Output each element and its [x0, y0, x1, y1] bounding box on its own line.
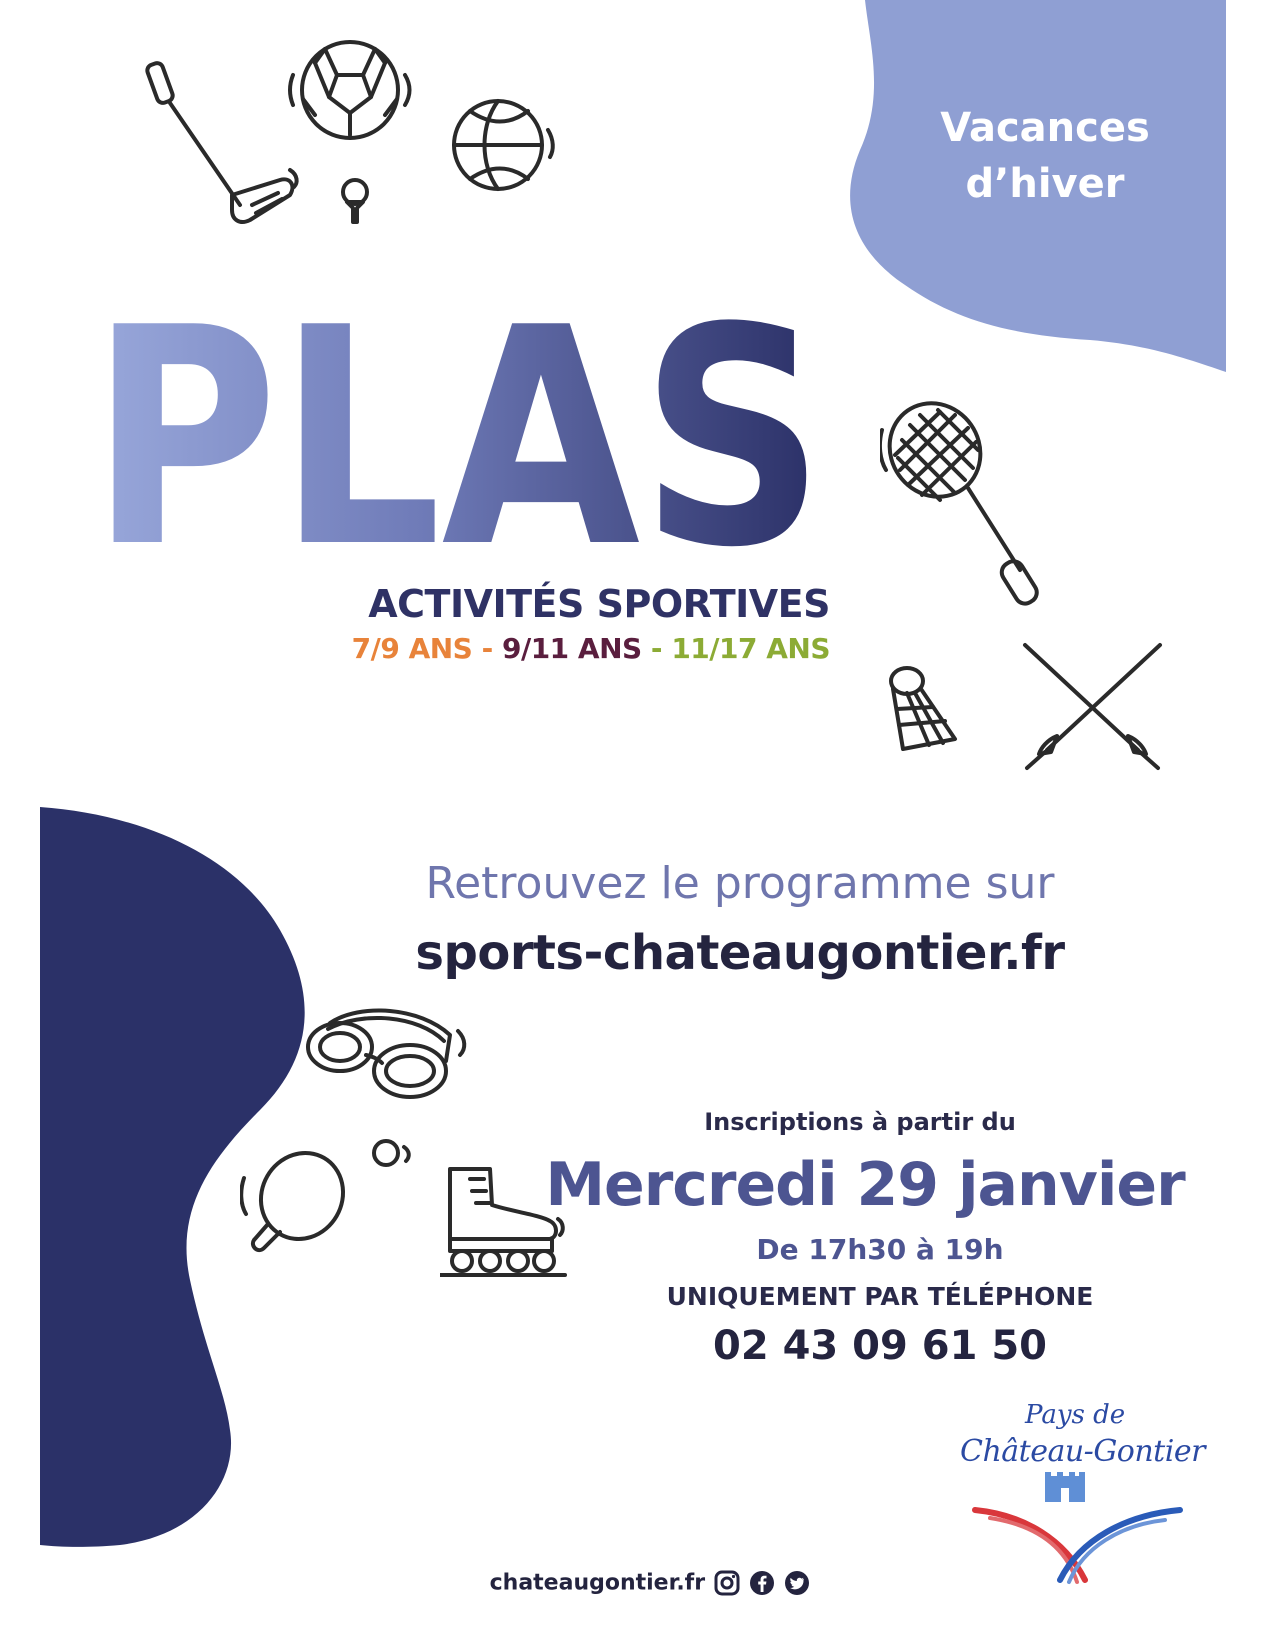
programme-intro: Retrouvez le programme sur: [425, 858, 1055, 909]
soccer-ball-icon: [285, 35, 415, 145]
registration-phone[interactable]: 02 43 09 61 50: [712, 1323, 1048, 1369]
main-title-graphic: [88, 280, 828, 570]
season-line2: d’hiver: [965, 161, 1125, 207]
ping-pong-paddle-icon: [240, 1148, 350, 1263]
shuttlecock-icon: [885, 665, 965, 755]
age-separator: -: [641, 632, 672, 665]
subtitle: ACTIVITÉS SPORTIVES: [368, 582, 830, 626]
footer: [300, 1570, 1000, 1596]
facebook-icon[interactable]: [749, 1570, 775, 1596]
twitter-icon[interactable]: [784, 1570, 810, 1596]
registration-mode: UNIQUEMENT PAR TÉLÉPHONE: [666, 1282, 1094, 1311]
instagram-icon[interactable]: [714, 1570, 740, 1596]
season-label: [920, 100, 1170, 212]
age-separator: -: [472, 632, 502, 665]
age-groups: [300, 632, 830, 665]
registration-time: De 17h30 à 19h: [756, 1233, 1004, 1266]
age-group-11-17: 11/17 ANS: [671, 632, 830, 665]
main-title-text: PLAS: [90, 280, 825, 570]
golf-ball-icon: [335, 178, 375, 226]
roller-skate-icon: [440, 1165, 570, 1280]
age-group-7-9: 7/9 ANS: [351, 632, 473, 665]
pays-de-chateau-gontier-logo: [945, 1400, 1205, 1590]
registration-date: Mercredi 29 janvier: [545, 1150, 1185, 1220]
age-group-9-11: 9/11 ANS: [501, 632, 642, 665]
ping-pong-ball-icon: [370, 1135, 420, 1175]
basketball-icon: [440, 95, 560, 195]
swim-goggles-icon: [300, 1005, 470, 1115]
fencing-swords-icon: [1020, 640, 1165, 775]
logo-line2: Château-Gontier: [960, 1434, 1205, 1469]
season-line1: Vacances: [940, 105, 1150, 151]
programme-url-link[interactable]: sports-chateaugontier.fr: [415, 925, 1065, 981]
footer-website-link[interactable]: chateaugontier.fr: [489, 1570, 706, 1596]
registration-intro: Inscriptions à partir du: [704, 1108, 1016, 1136]
badminton-racket-icon: [880, 400, 1050, 615]
main-title: [88, 280, 828, 570]
logo-line1: Pays de: [1025, 1400, 1126, 1430]
